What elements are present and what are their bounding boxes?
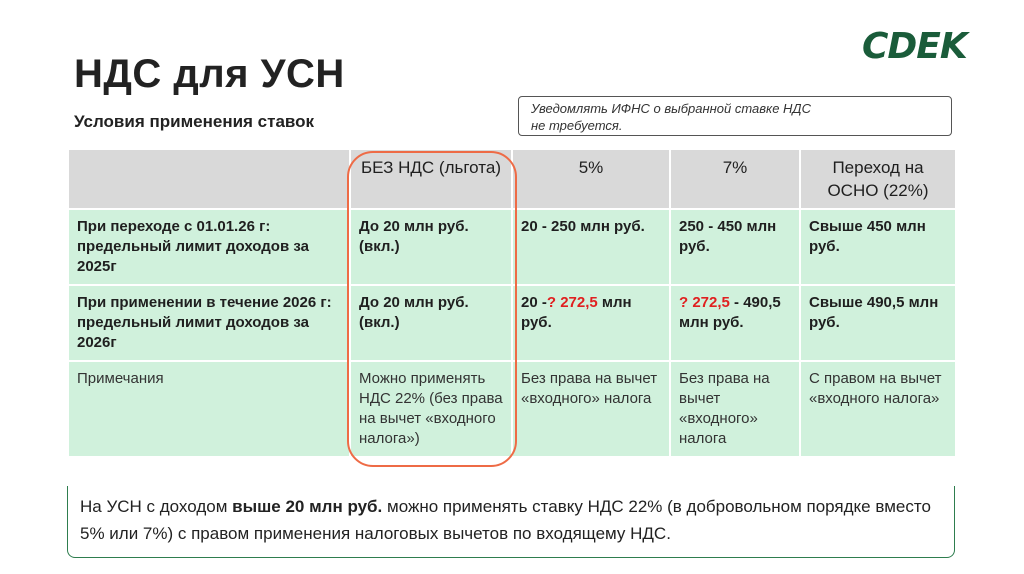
table-header-row	[68, 149, 956, 209]
cell-5pct-from: 20 -	[521, 294, 547, 311]
conclusion-bold: выше 20 млн руб.	[232, 497, 383, 516]
cell-no-vat: До 20 млн руб. (вкл.)	[350, 209, 512, 285]
cell-7pct: Без права на вычет «входного» налога	[670, 361, 800, 457]
notice-line-1: Уведомлять ИФНС о выбранной ставке НДС	[531, 101, 811, 116]
cell-no-vat: Можно применять НДС 22% (без права на вычет «входного налога»)	[350, 361, 512, 457]
table-row	[68, 361, 956, 457]
cell-5pct: Без права на вычет «входного» налога	[512, 361, 670, 457]
conclusion-text-2: можно применять ставку НДС 22% (в добровольном порядке вместо 5% или 7%) с правом применения налоговых вычетов по входящему НДС.	[80, 497, 931, 543]
cell-7pct-to: 490,5 млн руб.	[679, 294, 781, 331]
header-5pct: 5%	[512, 149, 670, 209]
cell-osno: Свыше 450 млн руб.	[800, 209, 956, 285]
notice-line-2: не требуется.	[531, 118, 623, 133]
row-label: При переходе с 01.01.26 г: предельный лимит доходов за 2025г	[68, 209, 350, 285]
cdek-logo: СDEK	[862, 26, 967, 67]
page-title: НДС для УСН	[74, 52, 345, 96]
row-label: При применении в течение 2026 г: предельный лимит доходов за 2026г	[68, 285, 350, 361]
row-label: Примечания	[68, 361, 350, 457]
cell-7pct: 250 - 450 млн руб.	[670, 209, 800, 285]
header-empty	[68, 149, 350, 209]
header-no-vat: БЕЗ НДС (льгота)	[350, 149, 512, 209]
page-subtitle: Условия применения ставок	[74, 112, 315, 131]
cell-7pct	[670, 285, 800, 361]
cell-5pct-unit: млн руб.	[521, 294, 632, 331]
cell-osno: Свыше 490,5 млн руб.	[800, 285, 956, 361]
cell-7pct-dash: -	[734, 294, 740, 311]
conclusion-text-1: На УСН с доходом	[80, 497, 233, 516]
cell-5pct	[512, 285, 670, 361]
cell-7pct-unknown: ? 272,5	[679, 294, 730, 311]
cell-5pct-unknown: ? 272,5	[546, 294, 598, 311]
cell-osno: С правом на вычет «входного налога»	[800, 361, 956, 457]
cell-no-vat: До 20 млн руб. (вкл.)	[350, 285, 512, 361]
rates-table	[67, 148, 957, 458]
header-7pct: 7%	[670, 149, 800, 209]
header-osno: Переход на ОСНО (22%)	[800, 149, 956, 209]
cell-5pct: 20 - 250 млн руб.	[512, 209, 670, 285]
conclusion-box	[67, 486, 955, 558]
notice-box	[518, 96, 952, 136]
table-row	[68, 209, 956, 285]
table-row	[68, 285, 956, 361]
